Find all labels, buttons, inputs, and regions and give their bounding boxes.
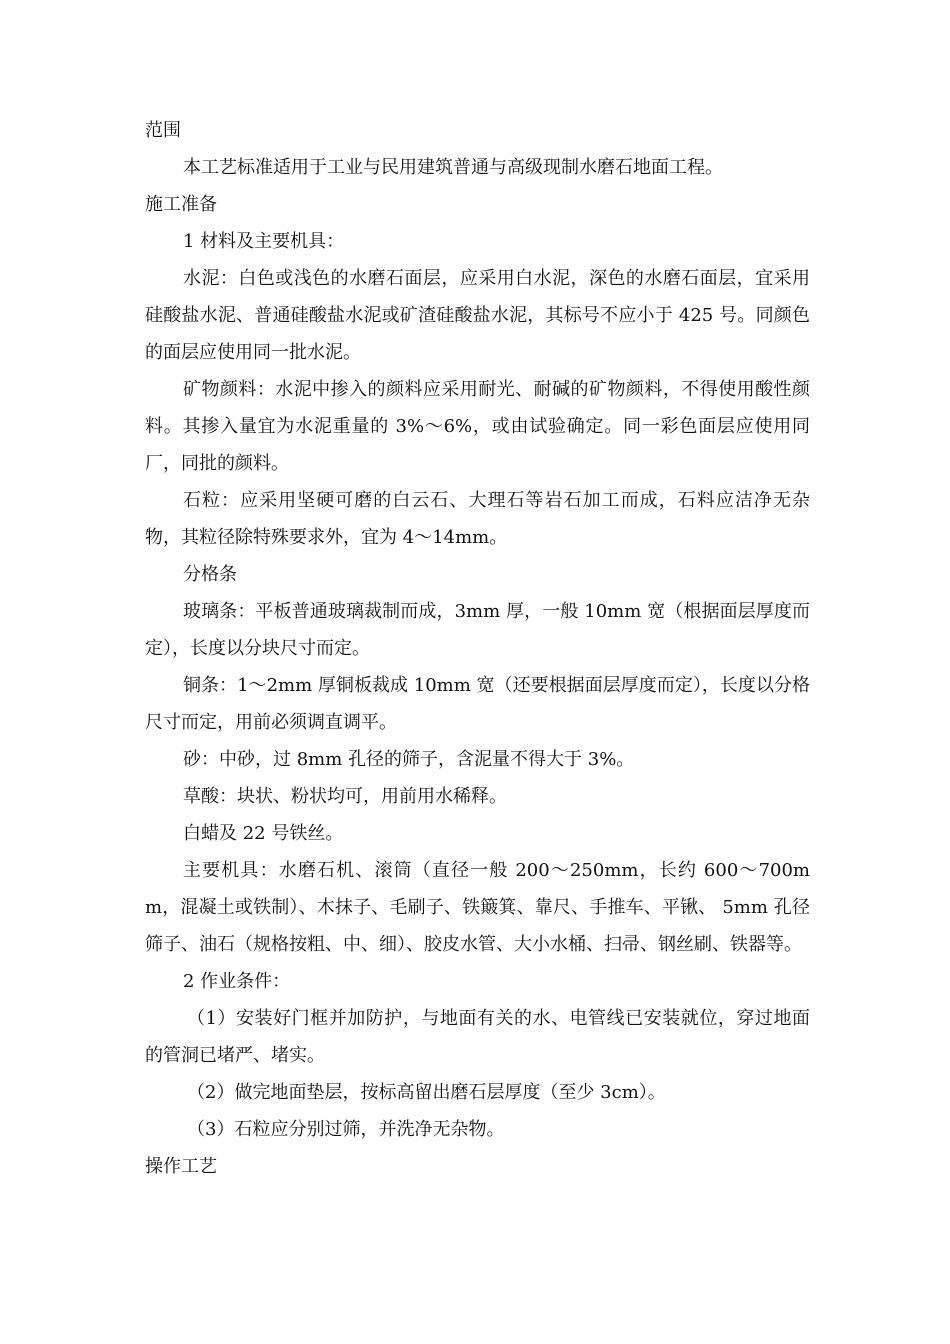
sand-paragraph: 砂：中砂，过 8mm 孔径的筛子，含泥量不得大于 3%。: [183, 749, 635, 770]
section-heading-scope: 范围: [145, 120, 181, 141]
condition-item-1: （1）安装好门框并加防护，与地面有关的水、电管线已安装就位，穿过地面的管洞已堵严、堵实。: [145, 1008, 810, 1066]
cement-paragraph: 水泥：白色或浅色的水磨石面层，应采用白水泥，深色的水磨石面层，宜采用硅酸盐水泥、普通硅酸盐水泥或矿渣硅酸盐水泥，其标号不应小于 425 号。同颜色的面层应使用同一批水泥。: [145, 268, 810, 363]
condition-item-2: （2）做完地面垫层，按标高留出磨石层厚度（至少 3cm）。: [187, 1082, 666, 1103]
work-conditions-subheading: 2 作业条件：: [183, 971, 291, 992]
glass-strip-paragraph: 玻璃条：平板普通玻璃裁制而成，3mm 厚，一般 10mm 宽（根据面层厚度而定），长度以分块尺寸而定。: [145, 601, 810, 659]
scope-paragraph: 本工艺标准适用于工业与民用建筑普通与高级现制水磨石地面工程。: [183, 157, 723, 178]
document-body: [145, 112, 810, 1185]
divider-strip-subheading: 分格条: [183, 564, 237, 585]
pigment-paragraph: 矿物颜料：水泥中掺入的颜料应采用耐光、耐碱的矿物颜料，不得使用酸性颜料。其掺入量宜为水泥重量的 3%～6%，或由试验确定。同一彩色面层应使用同厂，同批的颜料。: [145, 379, 810, 474]
condition-item-3: （3）石粒应分别过筛，并洗净无杂物。: [187, 1119, 505, 1140]
tools-paragraph: 主要机具：水磨石机、滚筒（直径一般 200～250mm，长约 600～700mm，混凝土或铁制）、木抹子、毛刷子、铁簸箕、靠尺、手推车、平锹、 5mm 孔径筛子、油石（规格按粗、中、细）、胶皮水管、大小水桶、扫帚、钢丝刷、铁器等。: [145, 860, 810, 955]
copper-strip-paragraph: 铜条：1～2mm 厚铜板裁成 10mm 宽（还要根据面层厚度而定），长度以分格尺寸而定，用前必须调直调平。: [145, 675, 810, 733]
stone-grain-paragraph: 石粒：应采用坚硬可磨的白云石、大理石等岩石加工而成，石料应洁净无杂物，其粒径除特殊要求外，宜为 4～14mm。: [145, 490, 810, 548]
section-heading-preparation: 施工准备: [145, 194, 217, 215]
wax-wire-paragraph: 白蜡及 22 号铁丝。: [183, 823, 344, 844]
section-heading-process: 操作工艺: [145, 1156, 217, 1177]
materials-subheading: 1 材料及主要机具：: [183, 231, 345, 252]
oxalic-acid-paragraph: 草酸：块状、粉状均可，用前用水稀释。: [183, 786, 507, 807]
